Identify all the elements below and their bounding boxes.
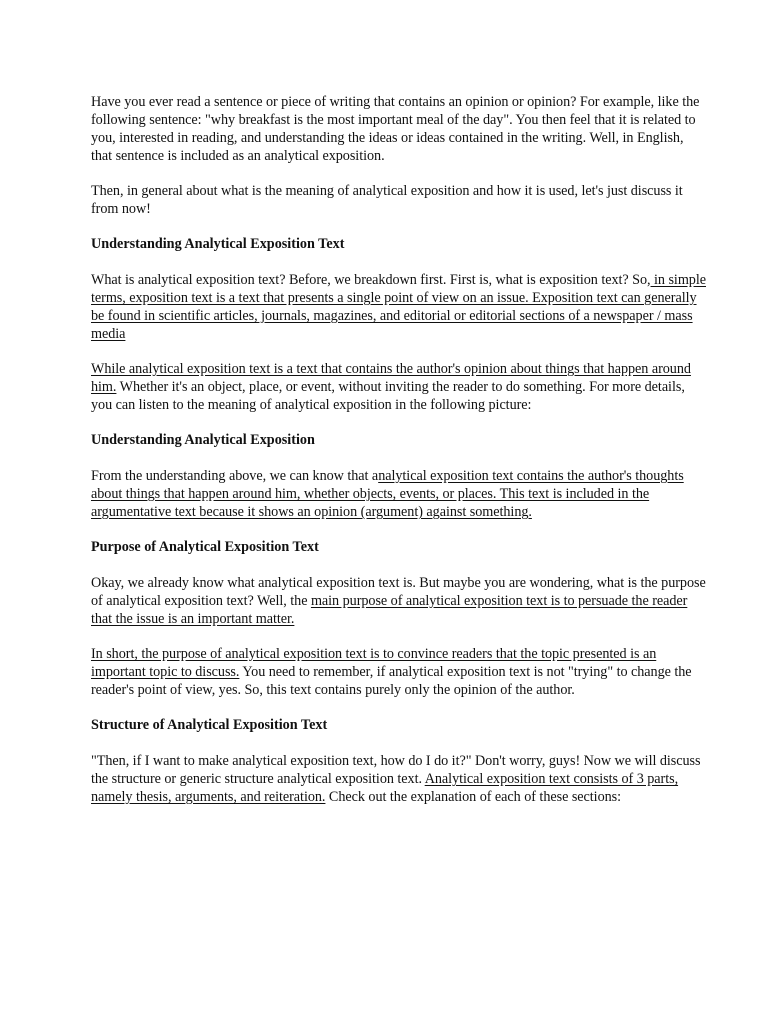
purpose-summary-paragraph bbox=[91, 645, 708, 699]
definition-plain-text: What is analytical exposition text? Before, we breakdown first. First is, what is exposition text? So, bbox=[91, 272, 651, 288]
heading-understanding: Understanding Analytical Exposition bbox=[91, 432, 315, 448]
purpose-underlined-text: main purpose of analytical exposition text is to persuade the reader that the issue is an important matter. bbox=[91, 593, 688, 627]
analytical-definition-plain-text: Whether it's an object, place, or event, without inviting the reader to do something. For more details, you can listen to the meaning of analytical exposition in the following picture: bbox=[91, 379, 685, 413]
discussion-intro-paragraph: Then, in general about what is the meaning of analytical exposition and how it is used, let's just discuss it from now! bbox=[91, 183, 683, 217]
understanding-paragraph bbox=[91, 467, 708, 521]
purpose-plain-text: Okay, we already know what analytical exposition text is. But maybe you are wondering, what is the purpose of analytical exposition text? Well, the bbox=[91, 575, 706, 609]
structure-plain-text: "Then, if I want to make analytical exposition text, how do I do it?" Don't worry, guys! Now we will discuss the structure or generic structure analytical exposition text. bbox=[91, 753, 701, 787]
heading-understanding-text: Understanding Analytical Exposition Text bbox=[91, 236, 345, 252]
heading-purpose: Purpose of Analytical Exposition Text bbox=[91, 539, 319, 555]
analytical-definition-paragraph bbox=[91, 360, 708, 414]
intro-paragraph: Have you ever read a sentence or piece of writing that contains an opinion or opinion? For example, like the following sentence: "why breakfast is the most important meal of the day". You then feel that it is related to you, interested in reading, and understanding the ideas or ideas contained in the writing. Well, in English, that sentence is included as an analytical exposition. bbox=[91, 94, 700, 164]
purpose-summary-plain-text: You need to remember, if analytical exposition text is not "trying" to change the reader's point of view, yes. So, this text contains purely only the opinion of the author. bbox=[91, 664, 692, 698]
understanding-plain-text: From the understanding above, we can know that a bbox=[91, 468, 379, 484]
structure-paragraph bbox=[91, 752, 708, 806]
analytical-definition-underlined-text: While analytical exposition text is a text that contains the author's opinion about things that happen around him. bbox=[91, 361, 691, 395]
heading-structure: Structure of Analytical Exposition Text bbox=[91, 717, 328, 733]
structure-closing-text: Check out the explanation of each of these sections: bbox=[325, 789, 622, 805]
definition-underlined-text: in simple terms, exposition text is a text that presents a single point of view on an issue. Exposition text can generally be found in scientific articles, journals, magazines, and editorial or editorial sections of a newspaper / mass media bbox=[91, 272, 706, 342]
purpose-summary-underlined-text: In short, the purpose of analytical exposition text is to convince readers that the topic presented is an important topic to discuss. bbox=[91, 646, 657, 680]
structure-underlined-text: Analytical exposition text consists of 3 parts, namely thesis, arguments, and reiteration. bbox=[91, 771, 679, 805]
understanding-underlined-text: nalytical exposition text contains the author's thoughts about things that happen around him, whether objects, events, or places. This text is included in the argumentative text because it shows an opinion (argument) against something. bbox=[91, 468, 684, 520]
purpose-paragraph bbox=[91, 574, 708, 628]
definition-paragraph bbox=[91, 271, 708, 343]
